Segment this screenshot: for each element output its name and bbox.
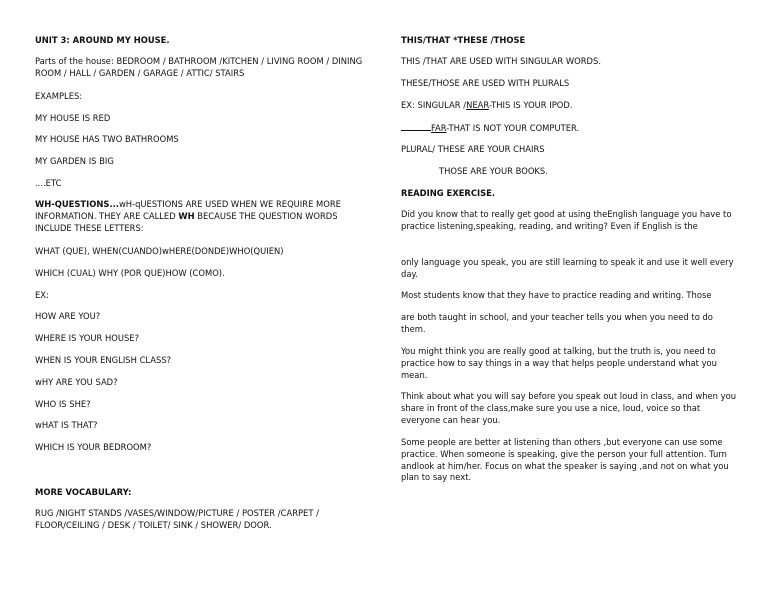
wh-text-1: wH-qUESTIONS ARE USED WHEN WE REQUIRE MORE INFORMATION. THEY ARE CALLED	[35, 199, 341, 221]
wh-heading: WH-QUESTIONS...	[35, 199, 119, 209]
far-word: FAR	[431, 123, 447, 133]
example-3: MY GARDEN IS BIG	[35, 156, 114, 166]
question-4: wHY ARE YOU SAD?	[35, 377, 118, 387]
unit-title: UNIT 3: AROUND MY HOUSE.	[35, 35, 170, 45]
question-3: WHEN IS YOUR ENGLISH CLASS?	[35, 355, 172, 365]
question-7: WHICH IS YOUR BEDROOM?	[35, 442, 152, 452]
wh-bold: WH	[178, 210, 195, 221]
example-2: MY HOUSE HAS TWO BATHROOMS	[35, 134, 179, 144]
question-5: WHO IS SHE?	[35, 399, 91, 409]
question-6: wHAT IS THAT?	[35, 420, 98, 430]
example-1: MY HOUSE IS RED	[35, 113, 111, 123]
wh-questions-paragraph	[35, 199, 363, 234]
reading-paragraph-2: only language you speak, you are still learning to speak it and use it well every day.	[401, 257, 734, 279]
reading-paragraph-7: Some people are better at listening than others ,but everyone can use some practice. When someone is speaking, give the person your full attention. Turn andlook at him/her. Focus on what the speaker is saying ,and not on what you plan to say next.	[401, 437, 729, 483]
reading-paragraph-1: Did you know that to really get good at using theEnglish language you have to practice listening,speaking, reading, and writing? Even if English is the	[401, 209, 732, 231]
plural-example: PLURAL/ THESE ARE YOUR CHAIRS	[401, 144, 545, 154]
etc-text: ....ETC	[35, 178, 62, 188]
question-2: WHERE IS YOUR HOUSE?	[35, 333, 140, 343]
plural-example-2: THOSE ARE YOUR BOOKS.	[439, 166, 548, 176]
singular-prefix: EX: SINGULAR /	[401, 100, 467, 110]
near-word: NEAR	[466, 100, 489, 110]
more-vocabulary-list: RUG /NIGHT STANDS /VASES/WINDOW/PICTURE / POSTER /CARPET / FLOOR/CEILING / DESK / TOILET/ SINK / SHOWER/ DOOR.	[35, 508, 319, 530]
parts-of-house	[35, 56, 363, 80]
question-1: HOW ARE YOU?	[35, 311, 101, 321]
more-vocabulary-heading: MORE VOCABULARY:	[35, 487, 132, 497]
question-words-2: WHICH (CUAL) WHY (POR QUE)HOW (COMO).	[35, 268, 225, 278]
demonstratives-rule-2: THESE/THOSE ARE USED WITH PLURALS	[401, 78, 570, 88]
examples-label: EXAMPLES:	[35, 91, 83, 101]
demonstratives-heading: THIS/THAT *THESE /THOSE	[401, 35, 526, 45]
parts-label: Parts of the house:	[35, 56, 114, 66]
singular-suffix: -THIS IS YOUR IPOD.	[488, 100, 573, 110]
wh-text-2: BECAUSE THE QUESTION WORDS INCLUDE THESE LETTERS:	[35, 210, 338, 233]
far-suffix: -THAT IS NOT YOUR COMPUTER.	[446, 123, 580, 133]
reading-paragraph-6: Think about what you will say before you speak out loud in class, and when you share in front of the class,make sure you use a nice, loud, voice so that everyone can hear you.	[401, 391, 737, 425]
ex-label: EX:	[35, 290, 49, 300]
reading-paragraph-4: are both taught in school, and your teacher tells you when you need to do them.	[401, 312, 713, 334]
far-example	[401, 122, 579, 135]
reading-exercise-heading: READING EXERCISE.	[401, 188, 496, 198]
reading-paragraph-5: You might think you are really good at talking, but the truth is, you need to practice how to say things in a way that helps people understand what you mean.	[401, 346, 717, 380]
blank-line	[401, 122, 431, 131]
demonstratives-rule-1: THIS /THAT ARE USED WITH SINGULAR WORDS.	[401, 56, 601, 66]
singular-example	[401, 100, 573, 112]
reading-paragraph-3: Most students know that they have to practice reading and writing. Those	[401, 290, 712, 300]
question-words-1: WHAT (QUE), WHEN(CUANDO)wHERE(DONDE)WHO(QUIEN)	[35, 246, 284, 256]
parts-list: BEDROOM / BATHROOM /KITCHEN / LIVING ROOM / DINING ROOM / HALL / GARDEN / GARAGE / ATTIC/ STAIRS	[35, 56, 363, 78]
